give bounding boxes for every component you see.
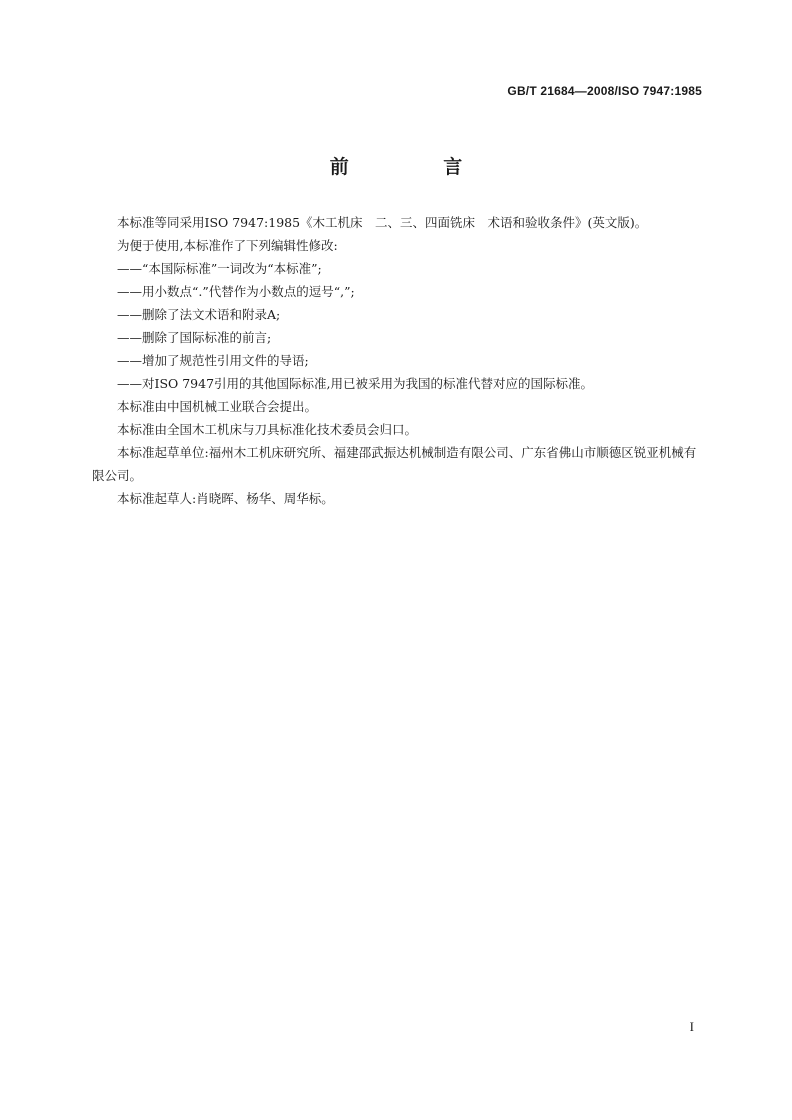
paragraph-edit-intro: 为便于使用,本标准作了下列编辑性修改: <box>117 238 338 253</box>
paragraph-proposer: 本标准由中国机械工业联合会提出。 <box>117 399 318 414</box>
paragraph-drafters: 本标准起草人:肖晓晖、杨华、周华标。 <box>117 491 334 506</box>
foreword-body <box>92 211 704 510</box>
list-item-edit: ——增加了规范性引用文件的导语; <box>117 353 309 368</box>
page-title: 前 言 <box>329 156 507 178</box>
page-number: I <box>689 1019 694 1034</box>
paragraph-drafting-units: 本标准起草单位:福州木工机床研究所、福建邵武振达机械制造有限公司、广东省佛山市顺德区锐亚机械有限公司。 <box>92 445 697 483</box>
standard-code: GB/T 21684—2008/ISO 7947:1985 <box>507 84 702 98</box>
paragraph-adoption: 本标准等同采用ISO 7947:1985《木工机床 二、三、四面铣床 术语和验收条件》(英文版)。 <box>117 215 648 230</box>
list-item-edit: ——删除了法文术语和附录A; <box>117 307 281 322</box>
paragraph-committee: 本标准由全国木工机床与刀具标准化技术委员会归口。 <box>117 422 418 437</box>
list-item-edit: ——“本国际标准”一词改为“本标准”; <box>117 261 322 276</box>
list-item-edit: ——用小数点“.”代替作为小数点的逗号“,”; <box>117 284 355 299</box>
list-item-edit: ——对ISO 7947引用的其他国际标准,用已被采用为我国的标准代替对应的国际标准。 <box>117 376 594 391</box>
list-item-edit: ——删除了国际标准的前言; <box>117 330 272 345</box>
